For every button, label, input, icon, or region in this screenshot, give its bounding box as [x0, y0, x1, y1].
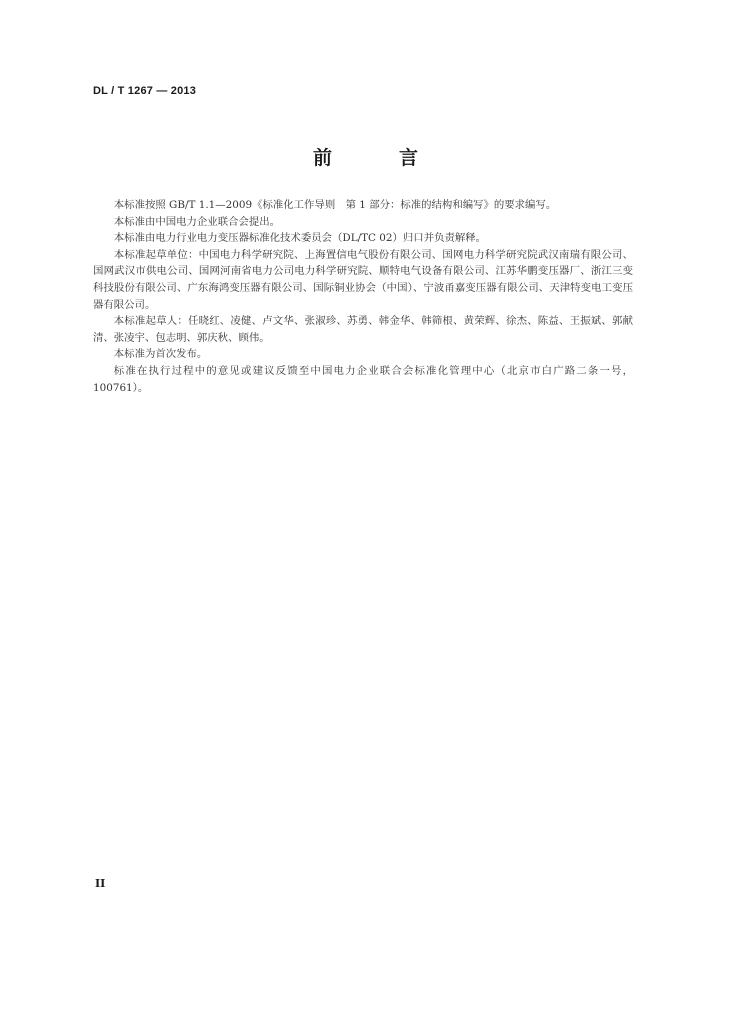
paragraph-drafters: 本标准起草人：任晓红、凌健、卢文华、张淑珍、苏勇、韩金华、韩筛根、黄荣辉、徐杰、陈益、王振斌、郭献清、张凌宇、包志明、郭庆秋、顾伟。: [93, 315, 633, 344]
paragraph-drafting-rules: 本标准按照 GB/T 1.1—2009《标准化工作导则 第 1 部分：标准的结构和编写》的要求编写。: [113, 199, 557, 211]
paragraph-administrator: 本标准由电力行业电力变压器标准化技术委员会（DL/TC 02）归口并负责解释。: [113, 232, 487, 245]
paragraph-drafting-organizations: 本标准起草单位：中国电力科学研究院、上海置信电气股份有限公司、国网电力科学研究院武汉南瑞有限公司、国网武汉市供电公司、国网河南省电力公司电力科学研究院、顺特电气设备有限公司、江苏华鹏变压器厂、浙江三变科技股份有限公司、广东海鸿变压器有限公司、国际铜业协会（中国）、宁波甬嘉变压器有限公司、天津特变电工变压器有限公司。: [93, 248, 633, 311]
page-number: II: [95, 877, 106, 890]
paragraph-proposer: 本标准由中国电力企业联合会提出。: [113, 215, 281, 228]
paragraph-first-release: 本标准为首次发布。: [113, 348, 208, 361]
foreword-body: [93, 197, 633, 396]
paragraph-feedback: 标准在执行过程中的意见或建议反馈至中国电力企业联合会标准化管理中心（北京市白广路二条一号，100761）。: [93, 364, 633, 394]
page-title: 前 言: [312, 147, 442, 169]
standard-code: DL / T 1267 — 2013: [93, 85, 197, 97]
